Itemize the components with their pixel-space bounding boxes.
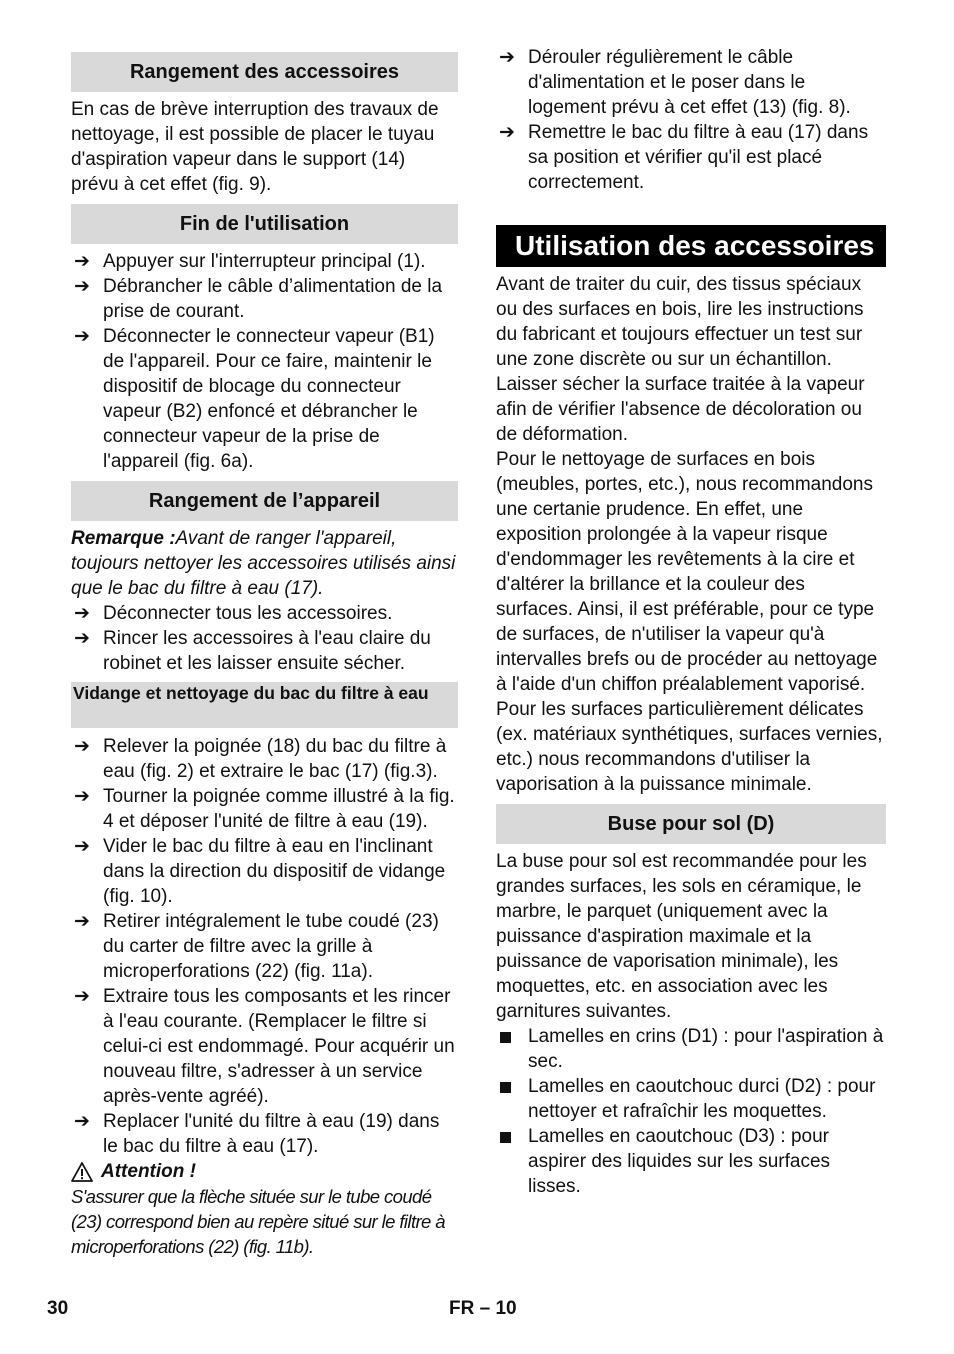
attention-heading <box>71 1159 458 1184</box>
page-section: FR – 10 <box>449 1298 517 1319</box>
storage-accessories-text: En cas de brève interruption des travaux de nettoyage, il est possible de placer le tuyau d'aspiration vapeur dans le support (14) prévu à cet effet (fig. 9). <box>71 99 439 195</box>
heading-storage-device: Rangement de l’appareil <box>71 481 458 521</box>
list-item: ➔ Vider le bac du filtre à eau en l'inclinant dans la direction du dispositif de vidange (fig. 10). <box>74 836 446 907</box>
heading-end-of-use: Fin de l'utilisation <box>71 204 458 244</box>
list-item: ➔ Déconnecter le connecteur vapeur (B1) de l'appareil. Pour ce faire, maintenir le dispositif de blocage du connecteur vapeur (B2) enfoncé et débrancher le connecteur vapeur de la prise de l'appareil (fig. 6a). <box>74 326 435 472</box>
list-item: ➔ Rincer les accessoires à l'eau claire du robinet et les laisser ensuite sécher. <box>74 628 431 674</box>
list-item: ➔ Retirer intégralement le tube coudé (23) du carter de filtre avec la grille à microperforations (22) (fig. 11a). <box>74 911 439 982</box>
arrow-right-icon: ➔ <box>74 986 90 1007</box>
list-item: ➔ Déconnecter tous les accessoires. <box>74 603 393 624</box>
list-item: ➔ Replacer l'unité du filtre à eau (19) dans le bac du filtre à eau (17). <box>74 1111 440 1157</box>
storage-note <box>71 526 458 601</box>
list-item: ➔ Relever la poignée (18) du bac du filtre à eau (fig. 2) et extraire le bac (17) (fig.3). <box>74 736 447 782</box>
list-item: ➔ Dérouler régulièrement le câble d'alimentation et le poser dans le logement prévu à cet effet (13) (fig. 8). <box>499 47 851 118</box>
attention-text: S'assurer que la flèche située sur le tube coudé (23) correspond bien au repère situé sur le filtre à microperforations (22) (fig. 11b). <box>71 1186 445 1257</box>
warning-triangle-icon <box>71 1162 93 1182</box>
floor-nozzle-text: La buse pour sol est recommandée pour les grandes surfaces, les sols en céramique, le marbre, le parquet (uniquement avec la puissance d'aspiration maximale et la puissance de vaporisation minimale), les moquettes, etc. en association avec les garnitures suivantes. <box>496 851 867 1022</box>
arrow-right-icon: ➔ <box>74 326 90 347</box>
list-item: ➔ Tourner la poignée comme illustré à la fig. 4 et déposer l'unité de filtre à eau (19). <box>74 786 455 832</box>
page-number: 30 <box>47 1298 69 1319</box>
list-item: Lamelles en caoutchouc durci (D2) : pour nettoyer et rafraîchir les moquettes. <box>496 1074 886 1124</box>
left-column <box>71 45 458 1259</box>
right-column <box>496 45 886 1199</box>
arrow-right-icon: ➔ <box>74 603 90 624</box>
accessories-paragraph: Avant de traiter du cuir, des tissus spéciaux ou des surfaces en bois, lire les instructions du fabricant et toujours effectuer un test sur une zone discrète ou sur un échantillon. Laisser sécher la surface traitée à la vapeur afin de vérifier l'absence de décoloration ou de déformation. <box>496 274 865 445</box>
end-of-use-list <box>71 249 458 474</box>
accessories-paragraph: Pour le nettoyage de surfaces en bois (meubles, portes, etc.), nous recommandons une certanie prudence. En effet, une exposition prolongée à la vapeur risque d'endommager les revêtements à la cire et d'altérer la brillance et la couleur des surfaces. Ainsi, il est préférable, pour ce type de surfaces, de n'utiliser la vapeur qu'à intervalles brefs ou de procéder au nettoyage à l'aide d'un chiffon préalablement vaporisé. <box>496 449 878 695</box>
arrow-right-icon: ➔ <box>499 47 515 68</box>
arrow-right-icon: ➔ <box>74 736 90 757</box>
square-bullet-icon <box>500 1032 511 1043</box>
arrow-right-icon: ➔ <box>74 628 90 649</box>
arrow-right-icon: ➔ <box>74 836 90 857</box>
floor-nozzle-list <box>496 1024 886 1199</box>
heading-floor-nozzle: Buse pour sol (D) <box>496 804 886 844</box>
emptying-list <box>71 734 458 1159</box>
continued-list <box>496 45 886 195</box>
heading-emptying: Vidange et nettoyage du bac du filtre à eau <box>71 682 458 728</box>
arrow-right-icon: ➔ <box>499 122 515 143</box>
square-bullet-icon <box>500 1132 511 1143</box>
list-item: ➔ Remettre le bac du filtre à eau (17) dans sa position et vérifier qu'il est placé correctement. <box>499 122 869 193</box>
heading-accessories: Utilisation des accessoires <box>496 225 886 267</box>
list-item: ➔ Appuyer sur l'interrupteur principal (1). <box>74 251 426 272</box>
arrow-right-icon: ➔ <box>74 911 90 932</box>
storage-device-list <box>71 601 458 676</box>
arrow-right-icon: ➔ <box>74 276 90 297</box>
note-label: Remarque : <box>71 528 176 549</box>
list-item: Lamelles en caoutchouc (D3) : pour aspirer des liquides sur les surfaces lisses. <box>496 1124 886 1199</box>
square-bullet-icon <box>500 1082 511 1093</box>
heading-storage-accessories: Rangement des accessoires <box>71 52 458 92</box>
arrow-right-icon: ➔ <box>74 251 90 272</box>
list-item: Lamelles en crins (D1) : pour l'aspiration à sec. <box>496 1024 886 1074</box>
list-item: ➔ Extraire tous les composants et les rincer à l'eau courante. (Remplacer le filtre si celui-ci est endommagé. Pour acquérir un nouveau filtre, s'adresser à un service après-vente agréé). <box>74 986 455 1107</box>
list-item: ➔ Débrancher le câble d’alimentation de la prise de courant. <box>74 276 443 322</box>
attention-label: Attention ! <box>101 1161 196 1182</box>
accessories-paragraph: Pour les surfaces particulièrement délicates (ex. matériaux synthétiques, surfaces vernies, etc.) nous recommandons d'utiliser la vaporisation à la puissance minimale. <box>496 699 883 795</box>
arrow-right-icon: ➔ <box>74 786 90 807</box>
arrow-right-icon: ➔ <box>74 1111 90 1132</box>
note-text: Avant de ranger l'appareil, toujours nettoyer les accessoires utilisés ainsi que le bac du filtre à eau (17). <box>71 528 456 599</box>
